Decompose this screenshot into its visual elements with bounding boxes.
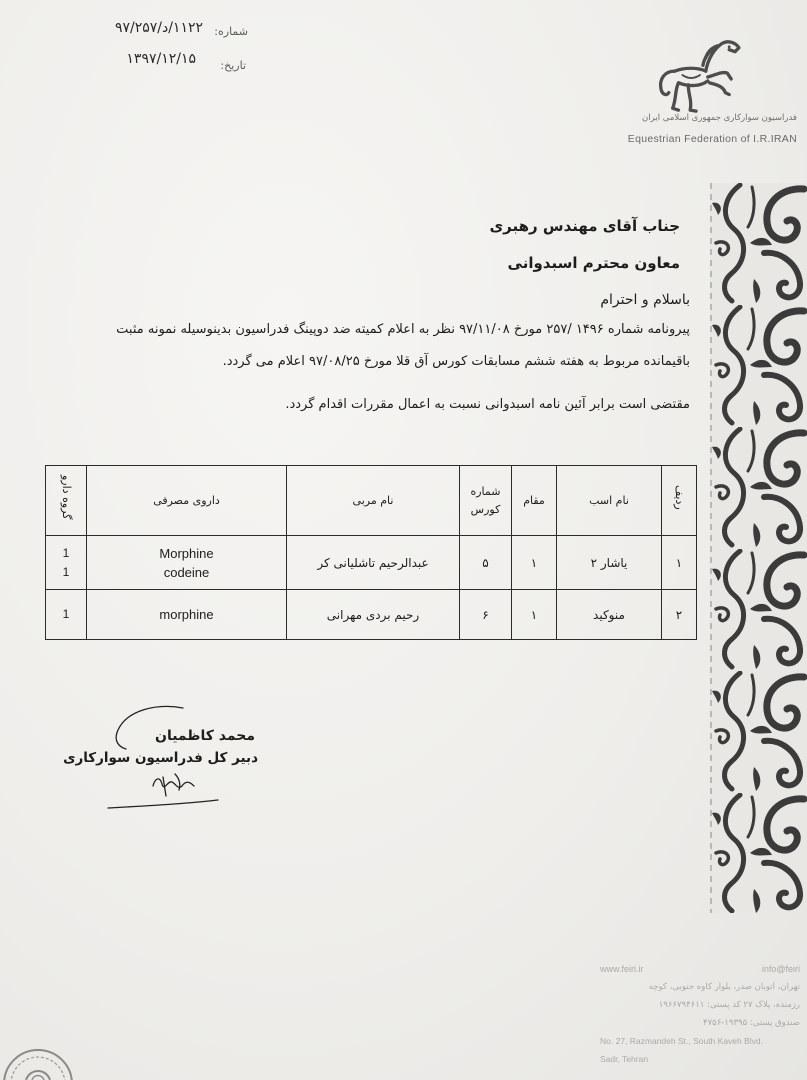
horse-logo-icon (648, 38, 748, 116)
cell-horse-name: یاشار ۲ (557, 536, 662, 590)
header-row-number (662, 466, 697, 536)
header-horse-name: نام اسب (557, 466, 662, 536)
header-drug-group-label: گروه دارو (60, 475, 73, 520)
drug-name: morphine (159, 607, 214, 622)
footer-po-box: صندوق پستی: ۱۹۳۹۵-۴۷۵۶ (703, 1018, 800, 1028)
federation-name-en: Equestrian Federation of I.R.IRAN (627, 133, 797, 145)
header-drug: داروی مصرفی (87, 466, 287, 536)
letter-number-label: شماره: (214, 25, 248, 38)
header-race-number (460, 466, 512, 536)
letterhead-footer (600, 960, 800, 1068)
cell-drug-group (46, 590, 87, 640)
cell-drug (87, 590, 287, 640)
footer-address-fa: تهران، اتوبان صدر، بلوار کاوه جنوبی، کوچه (648, 982, 800, 992)
table-row (46, 536, 697, 590)
recipient-title: معاون محترم اسبدوانی (507, 254, 680, 272)
cell-trainer: عبدالرحیم تاشلیانی کر (287, 536, 460, 590)
cell-horse-name: منوکید (557, 590, 662, 640)
table-header-row (46, 466, 697, 536)
header-race-number-line: شماره (470, 484, 501, 498)
cell-race-number: ۵ (460, 536, 512, 590)
recipient-name: جناب آقای مهندس رهبری (489, 217, 680, 235)
drug-group: 1 (62, 545, 70, 560)
cell-drug-group (46, 536, 87, 590)
footer-address-fa: رزمنده، پلاک ۲۷ کد پستی: ۱۹۶۶۷۹۴۶۱۱ (658, 1000, 800, 1010)
body-line: باقیمانده مربوط به هفته ششم مسابقات کورس آق قلا مورخ ۹۷/۰۸/۲۵ اعلام می گردد. (222, 354, 690, 369)
cell-drug (87, 536, 287, 590)
drug-group: 1 (62, 564, 70, 579)
footer-email: info@feiri (761, 964, 800, 974)
federation-name-fa: فدراسیون سوارکاری جمهوری اسلامی ایران (642, 113, 797, 123)
footer-address-en: Sadr, Tehran (600, 1054, 649, 1064)
body-line: پیرونامه شماره ۱۴۹۶ /۲۵۷ مورخ ۹۷/۱۱/۰۸ نظر به اعلام کمیته ضد دوپینگ فدراسیون بدینوسیله نمونه مثبت (116, 322, 690, 337)
header-drug-group (46, 466, 87, 536)
letter-number: ۹۷/۲۵۷/د/۱۱۲۲ (114, 20, 203, 36)
letter-date-label: تاریخ: (220, 59, 246, 72)
doping-results-table (45, 465, 697, 640)
cell-race-number: ۶ (460, 590, 512, 640)
emblem-seal-icon (0, 1040, 80, 1080)
signatory-name: محمد کاظمیان (155, 728, 255, 744)
drug-group: 1 (62, 607, 70, 621)
drug-name: Morphine (159, 545, 214, 561)
header-race-number-line: کورس (470, 502, 501, 516)
ornament-border (708, 183, 807, 913)
footer-web-row (600, 960, 800, 978)
letter-date: ۱۳۹۷/۱۲/۱۵ (126, 51, 196, 67)
header-rank: مقام (512, 466, 557, 536)
drug-name: codeine (163, 564, 210, 580)
greeting: باسلام و احترام (600, 292, 690, 308)
cell-row-number: ۲ (662, 590, 697, 640)
cell-row-number: ۱ (662, 536, 697, 590)
header-trainer: نام مربی (287, 466, 460, 536)
table-row (46, 590, 697, 640)
cell-trainer: رحیم بردی مهرانی (287, 590, 460, 640)
footer-address-en: No. 27, Razmandeh St., South Kaveh Blvd. (600, 1036, 764, 1046)
footer-website: www.feiri.ir (600, 964, 644, 974)
header-row-number-label: ردیف (673, 485, 686, 510)
signatory-title: دبیر کل فدراسیون سوارکاری (63, 750, 258, 766)
cell-rank: ۱ (512, 536, 557, 590)
cell-rank: ۱ (512, 590, 557, 640)
closing-line: مقتضی است برابر آئین نامه اسبدوانی نسبت به اعمال مقررات اقدام گردد. (285, 397, 690, 412)
